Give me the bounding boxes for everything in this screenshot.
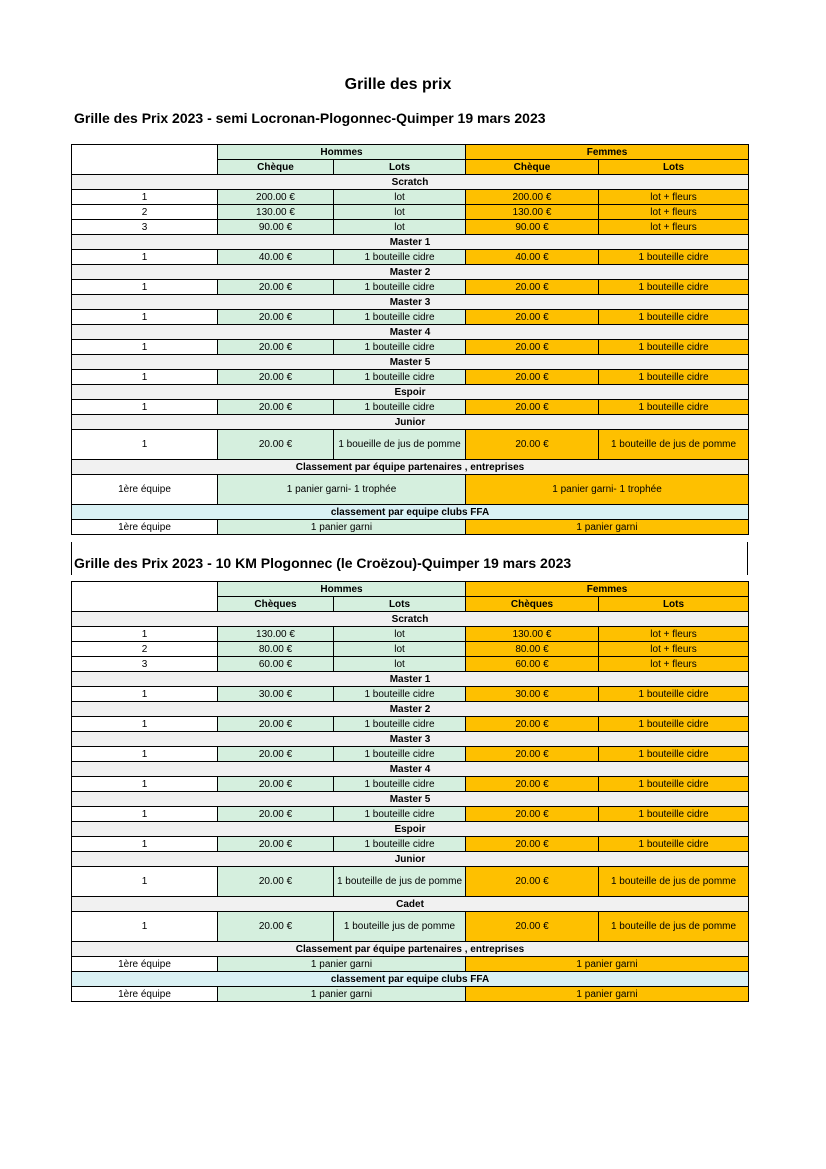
- category-header: Master 3: [72, 295, 749, 310]
- hommes-lot-cell: lot: [334, 657, 466, 672]
- hommes-cheque-cell: 20.00 €: [218, 430, 334, 460]
- hommes-cheque-header: Chèques: [218, 597, 334, 612]
- femmes-lot-cell: lot + fleurs: [599, 190, 749, 205]
- category-header: Junior: [72, 852, 749, 867]
- rank-cell: 1: [72, 340, 218, 355]
- femmes-cheque-cell: 20.00 €: [466, 400, 599, 415]
- femmes-header: Femmes: [466, 582, 749, 597]
- hommes-cheque-cell: 20.00 €: [218, 280, 334, 295]
- rank-cell: 1: [72, 807, 218, 822]
- hommes-lot-cell: 1 bouteille cidre: [334, 717, 466, 732]
- category-header: Espoir: [72, 385, 749, 400]
- femmes-cheque-cell: 20.00 €: [466, 837, 599, 852]
- femmes-lot-cell: 1 bouteille cidre: [599, 280, 749, 295]
- hommes-team-prize: 1 panier garni: [218, 520, 466, 535]
- hommes-cheque-cell: 20.00 €: [218, 310, 334, 325]
- rank-cell: 3: [72, 220, 218, 235]
- hommes-cheque-cell: 20.00 €: [218, 370, 334, 385]
- rank-cell: 1: [72, 912, 218, 942]
- rank-cell: 1: [72, 747, 218, 762]
- hommes-cheque-cell: 20.00 €: [218, 837, 334, 852]
- page-title: Grille des prix: [344, 76, 452, 93]
- hommes-team-prize: 1 panier garni: [218, 957, 466, 972]
- femmes-cheque-cell: 60.00 €: [466, 657, 599, 672]
- hommes-cheque-cell: 200.00 €: [218, 190, 334, 205]
- femmes-lot-cell: 1 bouteille de jus de pomme: [599, 912, 749, 942]
- hommes-lot-cell: 1 bouteille cidre: [334, 837, 466, 852]
- femmes-lot-cell: 1 bouteille cidre: [599, 777, 749, 792]
- team-ranking-header: Classement par équipe partenaires , entreprises: [72, 460, 749, 475]
- femmes-cheque-cell: 20.00 €: [466, 867, 599, 897]
- femmes-lot-cell: lot + fleurs: [599, 657, 749, 672]
- category-header: Master 5: [72, 792, 749, 807]
- category-header: Scratch: [72, 612, 749, 627]
- hommes-header: Hommes: [218, 582, 466, 597]
- hommes-cheque-cell: 130.00 €: [218, 205, 334, 220]
- category-header: Master 2: [72, 265, 749, 280]
- rank-cell: 2: [72, 205, 218, 220]
- category-header: Scratch: [72, 175, 749, 190]
- category-header: Junior: [72, 415, 749, 430]
- category-header: Master 1: [72, 235, 749, 250]
- hommes-team-prize: 1 panier garni- 1 trophée: [218, 475, 466, 505]
- femmes-header: Femmes: [466, 145, 749, 160]
- semi-prize-table: [71, 144, 749, 535]
- rank-cell: 1: [72, 280, 218, 295]
- rank-cell: 1: [72, 687, 218, 702]
- hommes-cheque-cell: 60.00 €: [218, 657, 334, 672]
- femmes-team-prize: 1 panier garni: [466, 520, 749, 535]
- hommes-cheque-cell: 20.00 €: [218, 400, 334, 415]
- femmes-cheque-cell: 20.00 €: [466, 340, 599, 355]
- femmes-lot-cell: 1 bouteille cidre: [599, 400, 749, 415]
- hommes-cheque-cell: 20.00 €: [218, 807, 334, 822]
- femmes-cheque-cell: 20.00 €: [466, 777, 599, 792]
- rank-cell: 3: [72, 657, 218, 672]
- femmes-lot-cell: lot + fleurs: [599, 220, 749, 235]
- hommes-cheque-cell: 130.00 €: [218, 627, 334, 642]
- femmes-cheque-cell: 20.00 €: [466, 310, 599, 325]
- hommes-cheque-cell: 20.00 €: [218, 912, 334, 942]
- femmes-cheque-cell: 30.00 €: [466, 687, 599, 702]
- femmes-team-prize: 1 panier garni: [466, 957, 749, 972]
- rank-cell: 2: [72, 642, 218, 657]
- femmes-lot-cell: 1 bouteille cidre: [599, 310, 749, 325]
- hommes-lot-cell: 1 bouteille cidre: [334, 777, 466, 792]
- femmes-lots-header: Lots: [599, 160, 749, 175]
- hommes-lot-cell: 1 bouteille de jus de pomme: [334, 867, 466, 897]
- femmes-cheque-cell: 20.00 €: [466, 912, 599, 942]
- femmes-team-prize: 1 panier garni- 1 trophée: [466, 475, 749, 505]
- femmes-lot-cell: 1 bouteille de jus de pomme: [599, 430, 749, 460]
- hommes-lot-cell: 1 bouteille cidre: [334, 370, 466, 385]
- hommes-lots-header: Lots: [334, 160, 466, 175]
- femmes-lot-cell: 1 bouteille cidre: [599, 370, 749, 385]
- hommes-lot-cell: 1 bouteille cidre: [334, 340, 466, 355]
- femmes-cheque-cell: 200.00 €: [466, 190, 599, 205]
- femmes-cheque-cell: 20.00 €: [466, 370, 599, 385]
- category-header: Master 3: [72, 732, 749, 747]
- hommes-cheque-cell: 20.00 €: [218, 867, 334, 897]
- femmes-lot-cell: 1 bouteille cidre: [599, 687, 749, 702]
- rank-cell: 1: [72, 627, 218, 642]
- hommes-team-prize: 1 panier garni: [218, 987, 466, 1002]
- femmes-cheque-cell: 90.00 €: [466, 220, 599, 235]
- category-header: Espoir: [72, 822, 749, 837]
- hommes-cheque-cell: 30.00 €: [218, 687, 334, 702]
- hommes-lot-cell: 1 boueille de jus de pomme: [334, 430, 466, 460]
- category-header: Master 2: [72, 702, 749, 717]
- femmes-lot-cell: 1 bouteille cidre: [599, 837, 749, 852]
- femmes-cheque-cell: 20.00 €: [466, 430, 599, 460]
- ten-km-prize-table: [71, 581, 749, 1002]
- femmes-lot-cell: 1 bouteille de jus de pomme: [599, 867, 749, 897]
- hommes-cheque-cell: 40.00 €: [218, 250, 334, 265]
- hommes-lot-cell: 1 bouteille cidre: [334, 250, 466, 265]
- femmes-lot-cell: lot + fleurs: [599, 205, 749, 220]
- rank-cell: 1: [72, 867, 218, 897]
- rank-cell: 1: [72, 250, 218, 265]
- femmes-lot-cell: 1 bouteille cidre: [599, 747, 749, 762]
- femmes-lots-header: Lots: [599, 597, 749, 612]
- club-ranking-header: classement par equipe clubs FFA: [72, 505, 749, 520]
- hommes-cheque-cell: 20.00 €: [218, 340, 334, 355]
- femmes-cheque-cell: 20.00 €: [466, 717, 599, 732]
- femmes-cheque-cell: 40.00 €: [466, 250, 599, 265]
- hommes-lot-cell: 1 bouteille cidre: [334, 747, 466, 762]
- hommes-lot-cell: 1 bouteille cidre: [334, 807, 466, 822]
- rank-cell: 1: [72, 837, 218, 852]
- hommes-cheque-cell: 20.00 €: [218, 777, 334, 792]
- hommes-cheque-cell: 80.00 €: [218, 642, 334, 657]
- hommes-lot-cell: 1 bouteille cidre: [334, 400, 466, 415]
- club-ranking-header: classement par equipe clubs FFA: [72, 972, 749, 987]
- femmes-lot-cell: 1 bouteille cidre: [599, 250, 749, 265]
- hommes-lot-cell: lot: [334, 642, 466, 657]
- rank-cell: 1: [72, 400, 218, 415]
- hommes-lot-cell: lot: [334, 205, 466, 220]
- semi-section-title: Grille des Prix 2023 - semi Locronan-Plogonnec-Quimper 19 mars 2023: [74, 110, 546, 126]
- femmes-lot-cell: lot + fleurs: [599, 642, 749, 657]
- femmes-team-prize: 1 panier garni: [466, 987, 749, 1002]
- femmes-cheque-header: Chèques: [466, 597, 599, 612]
- hommes-lots-header: Lots: [334, 597, 466, 612]
- femmes-lot-cell: 1 bouteille cidre: [599, 807, 749, 822]
- category-header: Master 1: [72, 672, 749, 687]
- rank-cell: 1ère équipe: [72, 520, 218, 535]
- femmes-cheque-cell: 20.00 €: [466, 807, 599, 822]
- femmes-cheque-cell: 130.00 €: [466, 205, 599, 220]
- rank-cell: 1ère équipe: [72, 957, 218, 972]
- femmes-cheque-cell: 130.00 €: [466, 627, 599, 642]
- rank-cell: 1: [72, 310, 218, 325]
- hommes-lot-cell: lot: [334, 220, 466, 235]
- hommes-lot-cell: 1 bouteille cidre: [334, 687, 466, 702]
- rank-cell: 1ère équipe: [72, 987, 218, 1002]
- corner-cell: [72, 582, 218, 612]
- team-ranking-header: Classement par équipe partenaires , entreprises: [72, 942, 749, 957]
- hommes-lot-cell: 1 bouteille cidre: [334, 280, 466, 295]
- femmes-lot-cell: 1 bouteille cidre: [599, 717, 749, 732]
- hommes-lot-cell: lot: [334, 627, 466, 642]
- rank-cell: 1: [72, 777, 218, 792]
- rank-cell: 1: [72, 370, 218, 385]
- hommes-cheque-cell: 20.00 €: [218, 747, 334, 762]
- corner-cell: [72, 145, 218, 175]
- femmes-cheque-cell: 80.00 €: [466, 642, 599, 657]
- hommes-cheque-cell: 20.00 €: [218, 717, 334, 732]
- ten-km-section-title: Grille des Prix 2023 - 10 KM Plogonnec (le Croëzou)-Quimper 19 mars 2023: [74, 555, 572, 571]
- hommes-cheque-cell: 90.00 €: [218, 220, 334, 235]
- femmes-cheque-cell: 20.00 €: [466, 280, 599, 295]
- category-header: Master 5: [72, 355, 749, 370]
- rank-cell: 1: [72, 717, 218, 732]
- hommes-lot-cell: lot: [334, 190, 466, 205]
- hommes-cheque-header: Chèque: [218, 160, 334, 175]
- femmes-lot-cell: 1 bouteille cidre: [599, 340, 749, 355]
- category-header: Master 4: [72, 762, 749, 777]
- rank-cell: 1: [72, 430, 218, 460]
- category-header: Master 4: [72, 325, 749, 340]
- category-header: Cadet: [72, 897, 749, 912]
- hommes-lot-cell: 1 bouteille jus de pomme: [334, 912, 466, 942]
- rank-cell: 1: [72, 190, 218, 205]
- femmes-cheque-header: Chèque: [466, 160, 599, 175]
- femmes-cheque-cell: 20.00 €: [466, 747, 599, 762]
- femmes-lot-cell: lot + fleurs: [599, 627, 749, 642]
- rank-cell: 1ère équipe: [72, 475, 218, 505]
- hommes-lot-cell: 1 bouteille cidre: [334, 310, 466, 325]
- hommes-header: Hommes: [218, 145, 466, 160]
